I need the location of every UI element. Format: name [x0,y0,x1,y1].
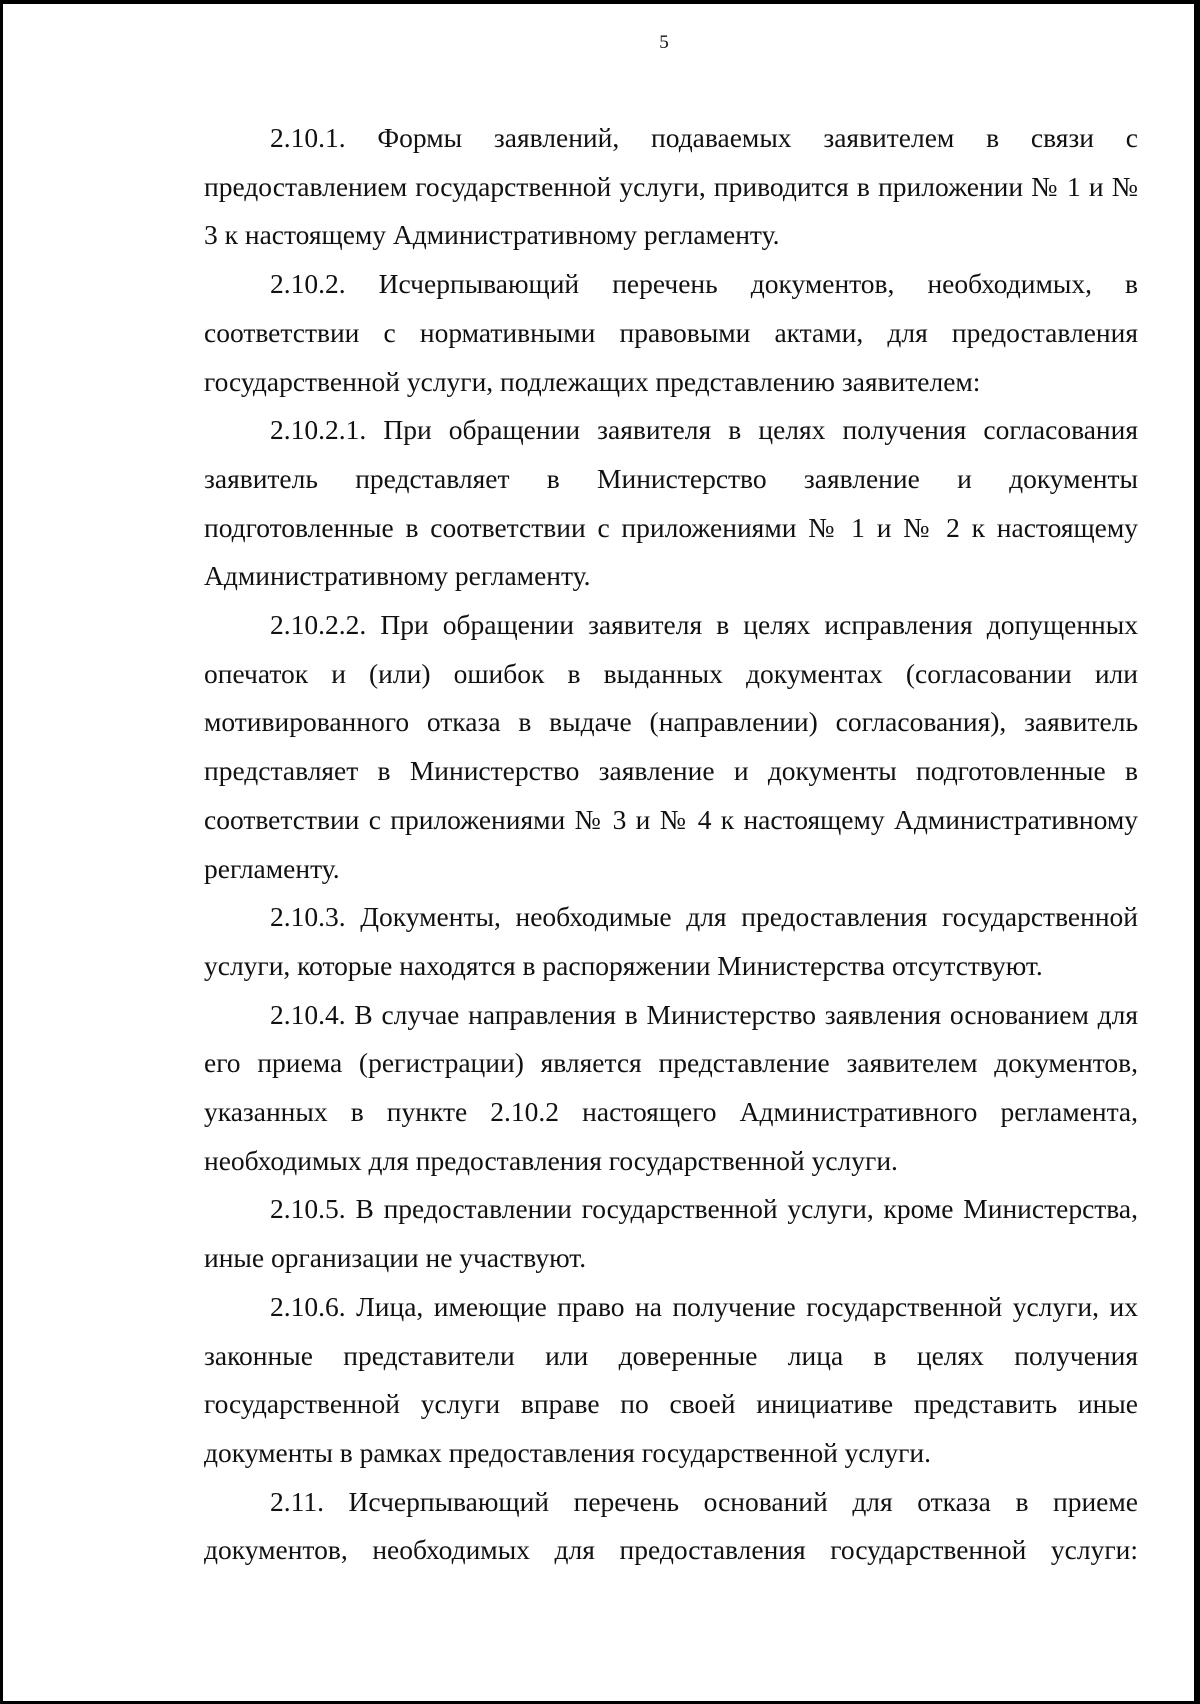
paragraph-2-11: 2.11. Исчерпывающий перечень оснований для отказа в приеме документов, необходимых для предоставления государственной услуги: [204,1485,1138,1566]
paragraph-2-10-4: 2.10.4. В случае направления в Министерство заявления основанием для его приема (регистрации) является представление заявителем документов, указанных в пункте 2.10.2 настоящего Административного регламента, необходимых для предоставления государственной услуги. [204,998,1138,1176]
paragraph-2-10-2: 2.10.2. Исчерпывающий перечень документов, необходимых, в соответствии с нормативными правовыми актами, для предоставления государственной услуги, подлежащих представлению заявителем: [204,268,1138,397]
page-number: 5 [659,32,669,53]
paragraph-2-10-2-1: 2.10.2.1. При обращении заявителя в целях получения согласования заявитель представляет в Министерство заявление и документы подготовленные в соответствии с приложениями № 1 и № 2 к настоящему Административному регламенту. [204,414,1138,592]
paragraph-2-10-2-2: 2.10.2.2. При обращении заявителя в целях исправления допущенных опечаток и (или) ошибок в выданных документах (согласовании или мотивированного отказа в выдаче (направлении) согласования), заявитель представляет в Министерство заявление и документы подготовленные в соответствии с приложениями № 3 и № 4 к настоящему Административному регламенту. [204,609,1138,884]
paragraph-2-10-1: 2.10.1. Формы заявлений, подаваемых заявителем в связи с предоставлением государственной услуги, приводится в приложении № 1 и № 3 к настоящему Административному регламенту. [204,122,1138,251]
paragraph-2-10-3: 2.10.3. Документы, необходимые для предоставления государственной услуги, которые находятся в распоряжении Министерства отсутствуют. [204,901,1138,981]
paragraph-2-10-6: 2.10.6. Лица, имеющие право на получение государственной услуги, их законные представители или доверенные лица в целях получения государственной услуги вправе по своей инициативе представить иные документы в рамках предоставления государственной услуги. [204,1290,1138,1468]
paragraph-2-10-5: 2.10.5. В предоставлении государственной услуги, кроме Министерства, иные организации не участвуют. [204,1193,1138,1274]
document-body [204,114,1138,1575]
